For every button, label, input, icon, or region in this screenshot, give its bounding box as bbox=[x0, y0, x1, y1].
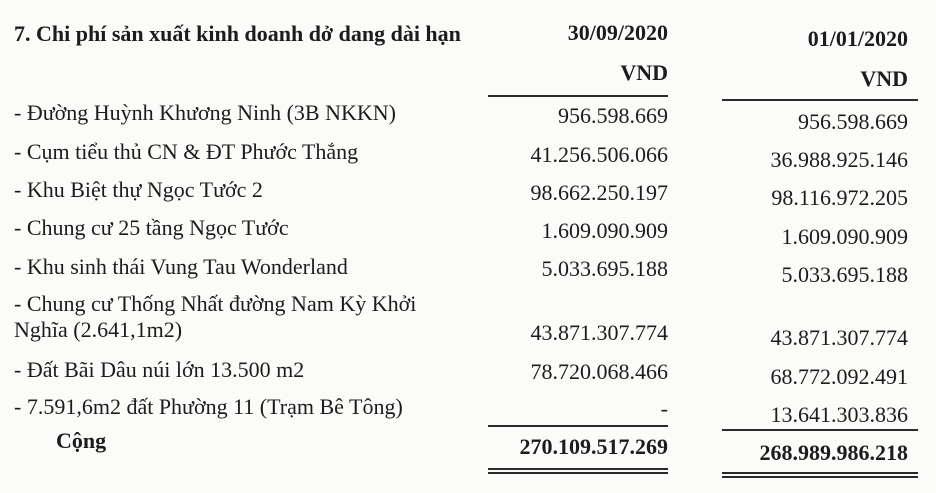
col2-header-rule bbox=[722, 99, 918, 101]
row-value-col2: 5.033.695.188 bbox=[781, 262, 908, 287]
col1-header-rule bbox=[488, 95, 668, 97]
col2-currency-header: VND bbox=[860, 66, 908, 91]
row-value-col1: 956.598.669 bbox=[558, 103, 668, 128]
row-value-col2: 98.116.972.205 bbox=[771, 185, 908, 210]
row-label: - Khu Biệt thự Ngọc Tước 2 bbox=[14, 177, 263, 202]
row-value-col1: 43.871.307.774 bbox=[530, 320, 668, 345]
row-value-col2: 68.772.092.491 bbox=[770, 364, 908, 389]
section-title: 7. Chi phí sản xuất kinh doanh dở dang dài hạn bbox=[14, 21, 461, 46]
row-value-col2: 956.598.669 bbox=[798, 109, 908, 134]
col1-subtotal-rule bbox=[488, 425, 668, 427]
col2-double-rule-bottom bbox=[722, 476, 918, 478]
row-value-col2: 36.988.925.146 bbox=[770, 147, 908, 172]
col1-date-header: 30/09/2020 bbox=[567, 20, 668, 45]
row-value-col1: 5.033.695.188 bbox=[541, 256, 668, 281]
row-value-col2: 1.609.090.909 bbox=[781, 224, 908, 249]
row-value-col1: - bbox=[660, 396, 668, 421]
col2-double-rule-top bbox=[722, 472, 918, 474]
col1-double-rule-top bbox=[488, 468, 668, 470]
row-label-line1: - Chung cư Thống Nhất đường Nam Kỳ Khởi bbox=[14, 291, 417, 316]
row-value-col1: 78.720.068.466 bbox=[530, 359, 668, 384]
row-value-col1: 98.662.250.197 bbox=[530, 180, 668, 205]
row-value-col2: 13.641.303.836 bbox=[770, 402, 908, 427]
row-label-line2: Nghĩa (2.641,1m2) bbox=[14, 317, 183, 342]
total-value-col1: 270.109.517.269 bbox=[519, 434, 668, 459]
row-label: - Cụm tiểu thủ CN & ĐT Phước Thắng bbox=[14, 139, 359, 164]
total-value-col2: 268.989.986.218 bbox=[759, 440, 908, 465]
row-label: - Đất Bãi Dâu núi lớn 13.500 m2 bbox=[14, 357, 305, 382]
col1-currency-header: VND bbox=[620, 60, 668, 85]
row-label: - 7.591,6m2 đất Phường 11 (Trạm Bê Tông) bbox=[14, 394, 403, 419]
row-label: - Chung cư 25 tầng Ngọc Tước bbox=[14, 215, 289, 240]
row-value-col1: 1.609.090.909 bbox=[541, 218, 668, 243]
total-label: Cộng bbox=[56, 428, 107, 453]
col1-double-rule-bottom bbox=[488, 472, 668, 474]
row-value-col2: 43.871.307.774 bbox=[770, 325, 908, 350]
row-value-col1: 41.256.506.066 bbox=[530, 142, 668, 167]
row-label: - Đường Huỳnh Khương Ninh (3B NKKN) bbox=[14, 100, 396, 125]
row-label: - Khu sinh thái Vung Tau Wonderland bbox=[14, 254, 348, 279]
col2-subtotal-rule bbox=[722, 429, 918, 431]
col2-date-header: 01/01/2020 bbox=[807, 26, 908, 51]
